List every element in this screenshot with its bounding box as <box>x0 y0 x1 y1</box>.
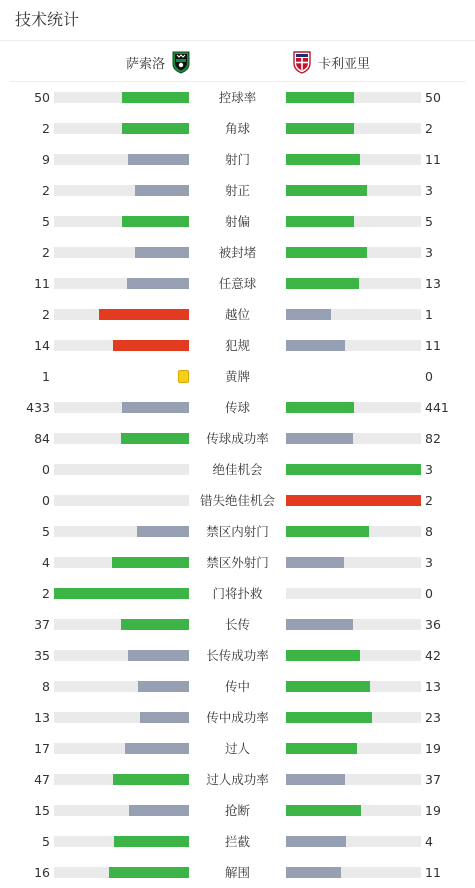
stat-row <box>0 547 475 578</box>
stat-label: 射门 <box>224 151 250 167</box>
away-stat-bar-fill <box>286 681 370 692</box>
away-stat-bar-fill <box>286 526 369 537</box>
away-stat-value: 3 <box>425 182 433 198</box>
away-stat-value: 19 <box>425 740 441 756</box>
away-stat-value: 5 <box>425 213 433 229</box>
away-stat-bar <box>286 247 421 258</box>
home-stat-value: 8 <box>42 678 50 694</box>
stat-label: 传中成功率 <box>206 709 269 725</box>
stat-label: 传球成功率 <box>206 430 269 446</box>
home-stat-bar <box>54 557 189 568</box>
home-stat-bar <box>54 526 189 537</box>
home-stat-bar <box>54 619 189 630</box>
away-stat-value: 82 <box>425 430 441 446</box>
home-stat-bar-fill <box>122 92 190 103</box>
home-stat-bar <box>54 867 189 878</box>
home-team[interactable] <box>126 50 191 74</box>
home-stat-bar <box>54 495 189 506</box>
away-stat-bar-fill <box>286 278 359 289</box>
home-stat-value: 47 <box>34 771 50 787</box>
stat-row <box>0 516 475 547</box>
home-stat-bar <box>54 216 189 227</box>
stat-row <box>0 82 475 113</box>
away-stat-value: 50 <box>425 89 441 105</box>
away-stat-bar <box>286 185 421 196</box>
away-stat-value: 23 <box>425 709 441 725</box>
home-stat-bar-fill <box>135 185 189 196</box>
home-stat-value: 5 <box>42 833 50 849</box>
home-stat-bar <box>54 712 189 723</box>
away-stat-bar <box>286 402 421 413</box>
away-stat-bar <box>286 650 421 661</box>
away-stat-bar <box>286 123 421 134</box>
stat-label: 射偏 <box>224 213 250 229</box>
stat-label: 绝佳机会 <box>212 461 263 477</box>
away-stat-bar <box>286 433 421 444</box>
home-stat-value: 2 <box>42 244 50 260</box>
stat-label: 长传 <box>224 616 250 632</box>
stats-list <box>0 82 475 888</box>
home-stat-bar <box>54 309 189 320</box>
cagliari-crest-icon <box>292 50 312 74</box>
away-team[interactable] <box>292 50 370 74</box>
away-stat-bar <box>286 495 421 506</box>
stat-row <box>0 423 475 454</box>
home-stat-bar <box>54 154 189 165</box>
away-stat-bar-fill <box>286 433 353 444</box>
away-stat-bar <box>286 340 421 351</box>
away-team-name: 卡利亚里 <box>318 56 371 72</box>
home-stat-value: 14 <box>34 337 50 353</box>
away-stat-bar-fill <box>286 712 372 723</box>
home-stat-bar-fill <box>135 247 189 258</box>
home-stat-value: 17 <box>34 740 50 756</box>
stat-row <box>0 237 475 268</box>
home-stat-value: 1 <box>42 368 50 384</box>
away-stat-bar <box>286 774 421 785</box>
stat-row <box>0 392 475 423</box>
home-stat-value: 5 <box>42 213 50 229</box>
away-stat-value: 11 <box>425 864 441 880</box>
stat-label: 过人成功率 <box>206 771 269 787</box>
home-stat-bar <box>54 743 189 754</box>
away-stat-bar <box>286 681 421 692</box>
away-stat-bar-fill <box>286 557 344 568</box>
away-stat-bar-fill <box>286 743 357 754</box>
home-stat-bar-fill <box>121 433 189 444</box>
home-stat-bar <box>54 774 189 785</box>
home-stat-bar-fill <box>128 154 189 165</box>
home-stat-value: 5 <box>42 523 50 539</box>
home-stat-bar-fill <box>113 774 189 785</box>
home-stat-bar-fill <box>129 805 189 816</box>
home-stat-bar-fill <box>127 278 189 289</box>
home-stat-value: 4 <box>42 554 50 570</box>
home-stat-value: 13 <box>34 709 50 725</box>
away-stat-bar-fill <box>286 123 354 134</box>
sassuolo-crest-icon <box>171 50 191 74</box>
home-stat-bar <box>54 681 189 692</box>
home-stat-bar-fill <box>138 681 189 692</box>
home-stat-bar-fill <box>54 588 189 599</box>
away-stat-value: 13 <box>425 678 441 694</box>
yellow-card-icon <box>178 370 189 383</box>
away-stat-bar-fill <box>286 402 354 413</box>
home-stat-value: 84 <box>34 430 50 446</box>
home-stat-value: 2 <box>42 120 50 136</box>
away-stat-bar-fill <box>286 464 421 475</box>
home-stat-bar <box>54 650 189 661</box>
stat-label: 错失绝佳机会 <box>199 492 275 508</box>
away-stat-value: 11 <box>425 337 441 353</box>
home-stat-value: 15 <box>34 802 50 818</box>
away-stat-bar-fill <box>286 216 354 227</box>
stat-row <box>0 702 475 733</box>
away-stat-bar <box>286 588 421 599</box>
away-stat-bar <box>286 743 421 754</box>
home-stat-value: 0 <box>42 492 50 508</box>
away-stat-bar-fill <box>286 867 341 878</box>
stat-row <box>0 764 475 795</box>
home-stat-value: 50 <box>34 89 50 105</box>
home-stat-bar <box>54 278 189 289</box>
home-stat-bar <box>54 588 189 599</box>
away-stat-value: 0 <box>425 585 433 601</box>
away-stat-value: 37 <box>425 771 441 787</box>
home-stat-bar <box>54 836 189 847</box>
stat-label: 犯规 <box>224 337 250 353</box>
stat-row <box>0 578 475 609</box>
page-title: 技术统计 <box>15 10 80 29</box>
away-stat-value: 13 <box>425 275 441 291</box>
away-stat-value: 441 <box>425 399 449 415</box>
away-stat-bar <box>286 712 421 723</box>
stat-label: 解围 <box>224 864 250 880</box>
home-stat-value: 2 <box>42 306 50 322</box>
away-stat-bar <box>286 619 421 630</box>
home-stat-bar <box>54 247 189 258</box>
stat-label: 禁区外射门 <box>206 554 269 570</box>
away-stat-value: 19 <box>425 802 441 818</box>
stat-row <box>0 857 475 888</box>
stat-row <box>0 671 475 702</box>
home-stat-bar-fill <box>122 216 190 227</box>
away-stat-bar <box>286 464 421 475</box>
home-stat-value: 37 <box>34 616 50 632</box>
away-stat-bar-fill <box>286 619 353 630</box>
away-stat-value: 11 <box>425 151 441 167</box>
home-stat-value: 433 <box>26 399 50 415</box>
away-stat-value: 1 <box>425 306 433 322</box>
stat-label: 控球率 <box>218 89 257 105</box>
home-team-name: 萨索洛 <box>126 56 166 72</box>
home-stat-value: 2 <box>42 182 50 198</box>
away-stat-bar <box>286 278 421 289</box>
stat-label: 越位 <box>224 306 250 322</box>
stat-row <box>0 144 475 175</box>
stat-label: 过人 <box>224 740 250 756</box>
away-stat-bar-fill <box>286 309 331 320</box>
away-stat-bar-fill <box>286 774 345 785</box>
home-stat-bar-fill <box>128 650 189 661</box>
away-stat-value: 3 <box>425 461 433 477</box>
home-stat-bar <box>54 340 189 351</box>
stat-label: 传中 <box>224 678 250 694</box>
home-stat-bar-fill <box>99 309 189 320</box>
away-stat-bar-fill <box>286 92 354 103</box>
header-divider <box>0 40 475 41</box>
away-stat-bar <box>286 92 421 103</box>
home-stat-bar <box>54 185 189 196</box>
stat-row <box>0 113 475 144</box>
stat-label: 禁区内射门 <box>206 523 269 539</box>
away-stat-value: 4 <box>425 833 433 849</box>
away-stat-bar-fill <box>286 185 367 196</box>
away-stat-bar-fill <box>286 805 361 816</box>
away-stat-value: 2 <box>425 120 433 136</box>
away-stat-bar <box>286 154 421 165</box>
away-stat-value: 42 <box>425 647 441 663</box>
stat-label: 被封堵 <box>218 244 257 260</box>
home-stat-bar <box>54 433 189 444</box>
stat-row <box>0 206 475 237</box>
stat-label: 拦截 <box>224 833 250 849</box>
stat-label: 门将扑救 <box>212 585 263 601</box>
away-stat-bar <box>286 216 421 227</box>
stat-row <box>0 485 475 516</box>
away-stat-value: 3 <box>425 244 433 260</box>
stat-row <box>0 361 475 392</box>
home-stat-bar <box>54 402 189 413</box>
home-stat-bar-fill <box>114 836 189 847</box>
home-stat-bar-fill <box>122 123 190 134</box>
home-stat-value: 9 <box>42 151 50 167</box>
away-stat-bar-fill <box>286 495 421 506</box>
away-stat-bar-fill <box>286 650 360 661</box>
stat-row <box>0 795 475 826</box>
stat-row <box>0 609 475 640</box>
stat-label: 角球 <box>224 120 250 136</box>
home-stat-bar-fill <box>125 743 189 754</box>
stat-row <box>0 175 475 206</box>
stat-row <box>0 826 475 857</box>
away-stat-bar-fill <box>286 340 345 351</box>
away-stat-bar-fill <box>286 836 346 847</box>
home-stat-value: 16 <box>34 864 50 880</box>
away-stat-value: 0 <box>425 368 433 384</box>
stat-label: 抢断 <box>224 802 250 818</box>
home-stat-bar <box>54 92 189 103</box>
stat-row <box>0 733 475 764</box>
stat-row <box>0 330 475 361</box>
stat-label: 黄牌 <box>224 368 250 384</box>
stat-row <box>0 454 475 485</box>
stat-label: 任意球 <box>218 275 257 291</box>
home-stat-bar-fill <box>137 526 189 537</box>
away-stat-value: 8 <box>425 523 433 539</box>
home-stat-value: 2 <box>42 585 50 601</box>
home-stat-bar <box>54 464 189 475</box>
away-stat-bar <box>286 805 421 816</box>
home-stat-value: 35 <box>34 647 50 663</box>
away-stat-bar <box>286 867 421 878</box>
away-stat-bar-fill <box>286 154 360 165</box>
home-stat-bar-fill <box>113 340 189 351</box>
away-stat-bar <box>286 526 421 537</box>
home-stat-bar-fill <box>140 712 189 723</box>
away-stat-bar <box>286 309 421 320</box>
home-stat-bar-fill <box>112 557 189 568</box>
away-stat-value: 2 <box>425 492 433 508</box>
stat-label: 射正 <box>224 182 250 198</box>
home-stat-bar-fill <box>109 867 189 878</box>
stat-row <box>0 299 475 330</box>
away-stat-bar-fill <box>286 247 367 258</box>
away-stat-bar <box>286 836 421 847</box>
home-stat-value: 0 <box>42 461 50 477</box>
stat-row <box>0 640 475 671</box>
home-stat-bar-fill <box>122 402 189 413</box>
home-stat-bar-fill <box>121 619 189 630</box>
away-stat-bar <box>286 557 421 568</box>
stat-row <box>0 268 475 299</box>
away-stat-value: 3 <box>425 554 433 570</box>
away-stat-value: 36 <box>425 616 441 632</box>
stat-label: 长传成功率 <box>206 647 269 663</box>
home-stat-bar <box>54 123 189 134</box>
stat-label: 传球 <box>224 399 250 415</box>
home-stat-bar <box>54 805 189 816</box>
home-stat-value: 11 <box>34 275 50 291</box>
